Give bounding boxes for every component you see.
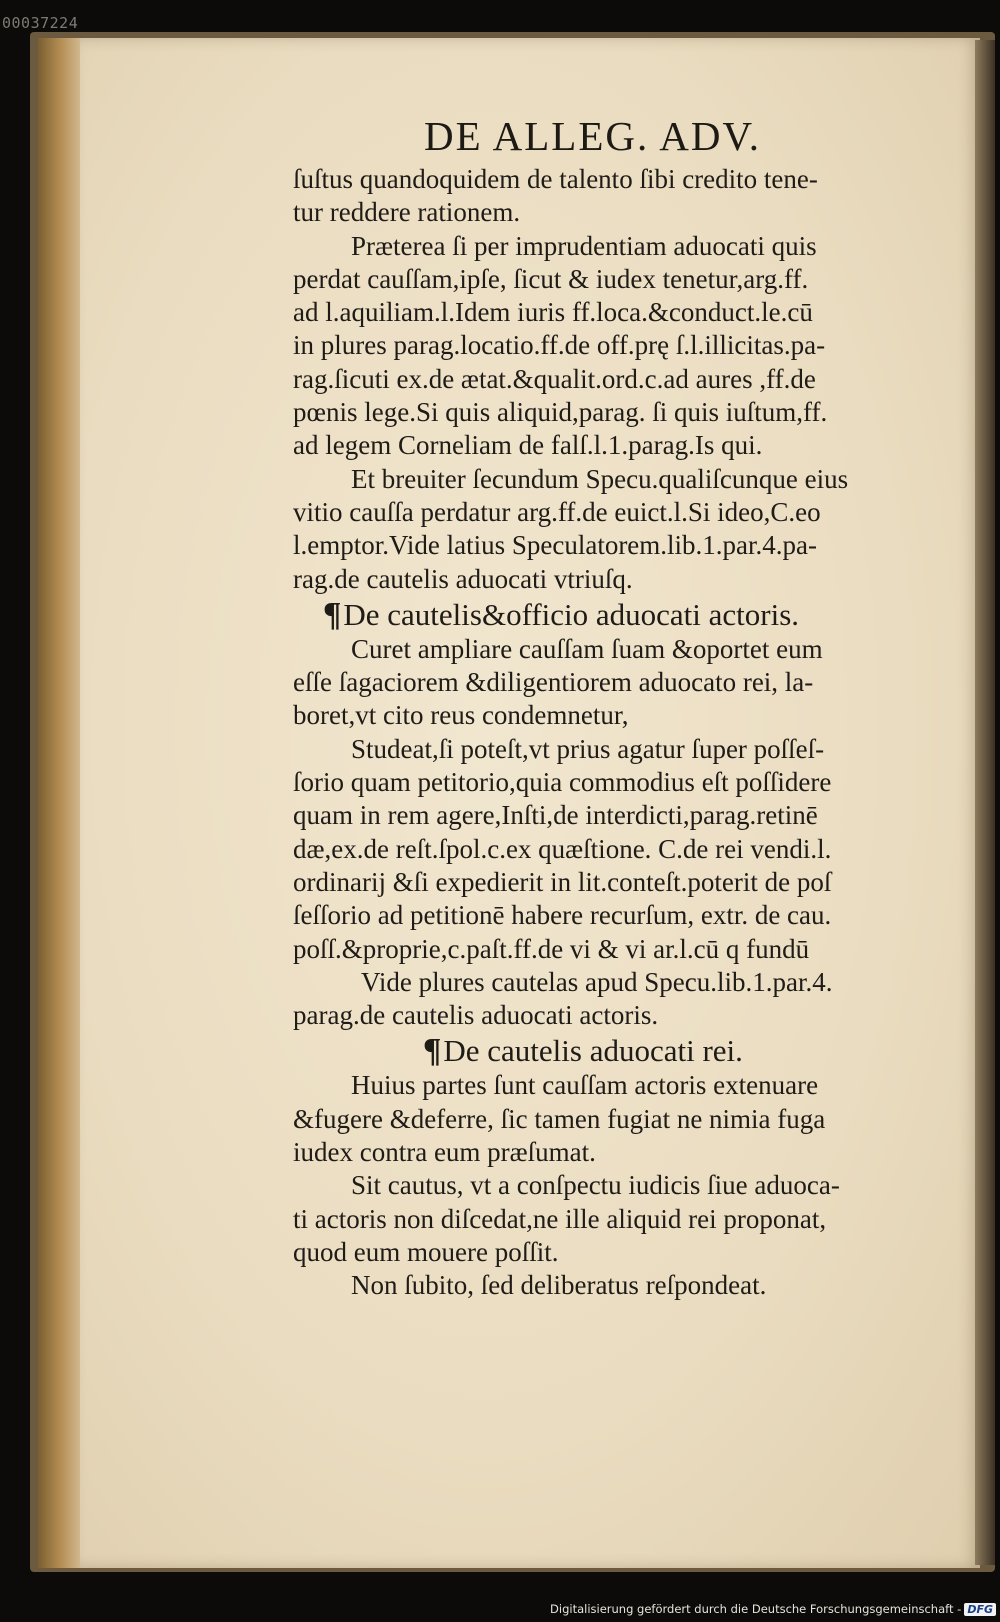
text-line: Vide plures cautelas apud Specu.lib.1.par.4. [361,966,833,997]
text-line: rag.ſicuti ex.de ætat.&qualit.ord.c.ad aures ,ff.de [293,363,816,394]
text-line: ad l.aquiliam.l.Idem iuris ff.loca.&conduct.le.cū [293,297,813,328]
text-line: in plures parag.locatio.ff.de off.prę ſ.l.illicitas.pa- [293,330,826,361]
scan-id-label: 00037224 [2,14,79,32]
pilcrow-icon: ¶ [423,1032,442,1070]
text-line: vitio cauſſa perdatur arg.ff.de euict.l.Si ideo,C.eo [293,496,821,527]
text-line: parag.de cautelis aduocati actoris. [293,1000,659,1031]
text-line: Curet ampliare cauſſam ſuam &oportet eum [351,633,823,664]
text-line: ti actoris non diſcedat,ne ille aliquid rei proponat, [293,1203,827,1234]
section-heading-text: De cautelis aduocati rei. [443,1033,743,1069]
page-text-block [293,163,965,1303]
text-line: ſeſſorio ad petitionē habere recurſum, extr. de cau. [293,900,832,931]
section-heading [293,1032,965,1069]
text-line: ſorio quam petitorio,quia commodius eſt poſſidere [293,767,832,798]
text-line: ad legem Corneliam de falſ.l.1.parag.Is qui. [293,430,763,461]
text-line: ſuſtus quandoquidem de talento ſibi credito tene- [293,164,818,194]
text-line: Studeat,ſi poteſt,vt prius agatur ſuper poſſeſ- [351,733,825,764]
funding-footer [550,1602,996,1616]
text-line: tur reddere rationem. [293,197,521,228]
page-gutter [38,38,84,1568]
text-line: quam in rem agere,Inſti,de interdicti,parag.retinē [293,800,818,831]
funding-footer-text: Digitalisierung gefördert durch die Deutsche Forschungsgemeinschaft - [550,1602,962,1616]
text-line: l.emptor.Vide latius Speculatorem.lib.1.par.4.pa- [293,530,818,561]
text-line: pœnis lege.Si quis aliquid,parag. ſi quis iuſtum,ff. [293,397,828,428]
text-line: perdat cauſſam,ipſe, ſicut & iudex tenetur,arg.ff. [293,263,809,294]
text-line: ordinarij &ſi expedierit in lit.conteſt.poterit de poſ [293,866,832,897]
text-line: poſſ.&proprie,c.paſt.ff.de vi & vi ar.l.cū q fundū [293,933,810,964]
section-heading-text: De cautelis&officio aduocati actoris. [343,596,800,632]
text-line: rag.de cautelis aduocati vtriuſq. [293,563,633,594]
text-line: Et breuiter ſecundum Specu.qualiſcunque eius [351,463,849,494]
text-line: &fugere &deferre, ſic tamen fugiat ne nimia fuga [293,1103,826,1134]
page-fore-edge [975,40,995,1565]
text-line: dæ,ex.de reſt.ſpol.c.ex quæſtione. C.de rei vendi.l. [293,833,832,864]
text-line: quod eum mouere poſſit. [293,1236,559,1267]
section-heading [293,596,965,633]
text-line: Præterea ſi per imprudentiam aduocati quis [351,230,817,261]
text-line: Huius partes ſunt cauſſam actoris extenuare [351,1070,819,1101]
text-line: Sit cautus, vt a conſpectu iudicis ſiue aduoca- [351,1170,840,1201]
text-line: iudex contra eum præſumat. [293,1137,596,1168]
text-line: Non ſubito, ſed deliberatus reſpondeat. [351,1270,767,1301]
text-line: boret,vt cito reus condemnetur, [293,700,629,731]
dfg-logo: DFG [964,1603,996,1616]
text-line: eſſe ſagaciorem &diligentiorem aduocato rei, la- [293,667,814,698]
pilcrow-icon: ¶ [323,595,342,633]
running-head: DE ALLEG. ADV. [424,113,762,159]
